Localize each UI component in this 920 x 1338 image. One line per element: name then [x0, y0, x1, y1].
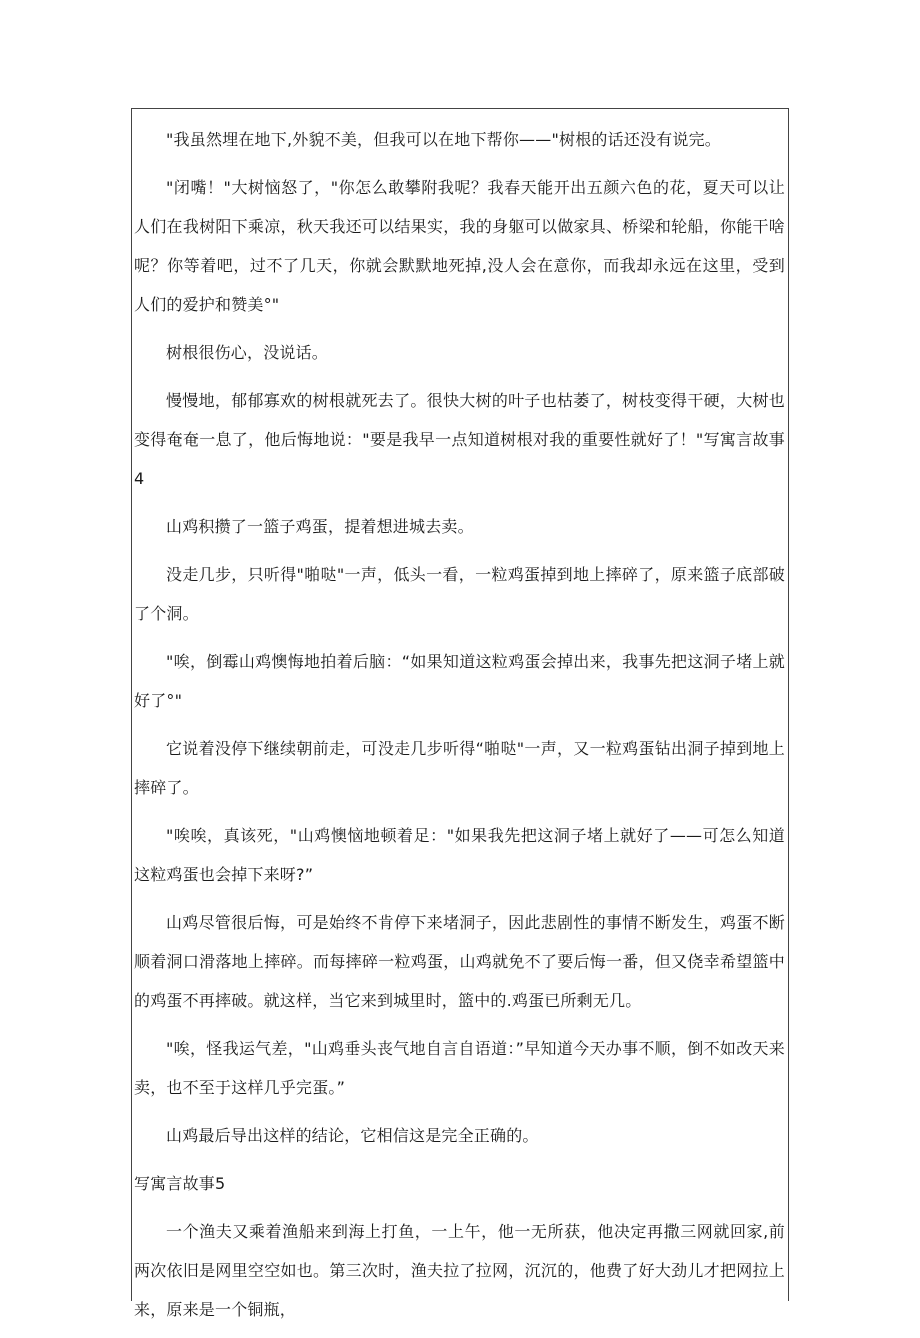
paragraph: 山鸡最后导出这样的结论，它相信这是完全正确的。 [166, 1126, 539, 1145]
section-heading: 写寓言故事5 [134, 1174, 226, 1193]
paragraph: 没走几步，只听得"啪哒"一声，低头一看，一粒鸡蛋掉到地上摔碎了，原来篮子底部破了个洞。 [134, 565, 785, 623]
paragraph: 山鸡尽管很后悔，可是始终不肯停下来堵洞子，因此悲剧性的事情不断发生，鸡蛋不断顺着洞口滑落地上摔碎。而每摔碎一粒鸡蛋，山鸡就免不了要后悔一番，但又侥幸希望篮中的鸡蛋不再摔破。就这样，当它来到城里时，篮中的.鸡蛋已所剩无几。 [134, 913, 785, 1010]
paragraph: "唉，怪我运气差，"山鸡垂头丧气地自言自语道：”早知道今天办事不顺，倒不如改天来卖，也不至于这样几乎完蛋。” [134, 1039, 785, 1097]
paragraph: 树根很伤心，没说话。 [166, 343, 329, 362]
paragraph: 山鸡积攒了一篮子鸡蛋，提着想进城去卖。 [166, 517, 474, 536]
paragraph: 一个渔夫又乘着渔船来到海上打鱼，一上午，他一无所获，他决定再撒三网就回家,前两次依旧是网里空空如也。第三次时，渔夫拉了拉网，沉沉的，他费了好大劲儿才把网拉上来，原来是一个铜瓶， [134, 1222, 785, 1319]
paragraph: "唉，倒霉山鸡懊悔地拍着后脑：“如果知道这粒鸡蛋会掉出来，我事先把这洞子堵上就好了°" [134, 652, 785, 710]
paragraph: 它说着没停下继续朝前走，可没走几步听得“啪哒"一声，又一粒鸡蛋钻出洞子掉到地上摔碎了。 [134, 739, 785, 797]
document-body [134, 120, 785, 1338]
paragraph: "唉唉，真该死，"山鸡懊恼地顿着足："如果我先把这洞子堵上就好了——可怎么知道这粒鸡蛋也会掉下来呀?” [134, 826, 785, 884]
paragraph: 慢慢地，郁郁寡欢的树根就死去了。很快大树的叶子也枯萎了，树枝变得干硬，大树也变得奄奄一息了，他后悔地说："要是我早一点知道树根对我的重要性就好了！"写寓言故事4 [134, 391, 785, 488]
paragraph: "闭嘴！"大树恼怒了，"你怎么敢攀附我呢？我春天能开出五颜六色的花，夏天可以让人们在我树阳下乘凉，秋天我还可以结果实，我的身躯可以做家具、桥梁和轮船，你能干啥呢？你等着吧，过不了几天，你就会默默地死掉,没人会在意你，而我却永远在这里，受到人们的爱护和赞美°" [134, 178, 785, 314]
paragraph: "我虽然埋在地下,外貌不美，但我可以在地下帮你——"树根的话还没有说完。 [166, 130, 722, 149]
